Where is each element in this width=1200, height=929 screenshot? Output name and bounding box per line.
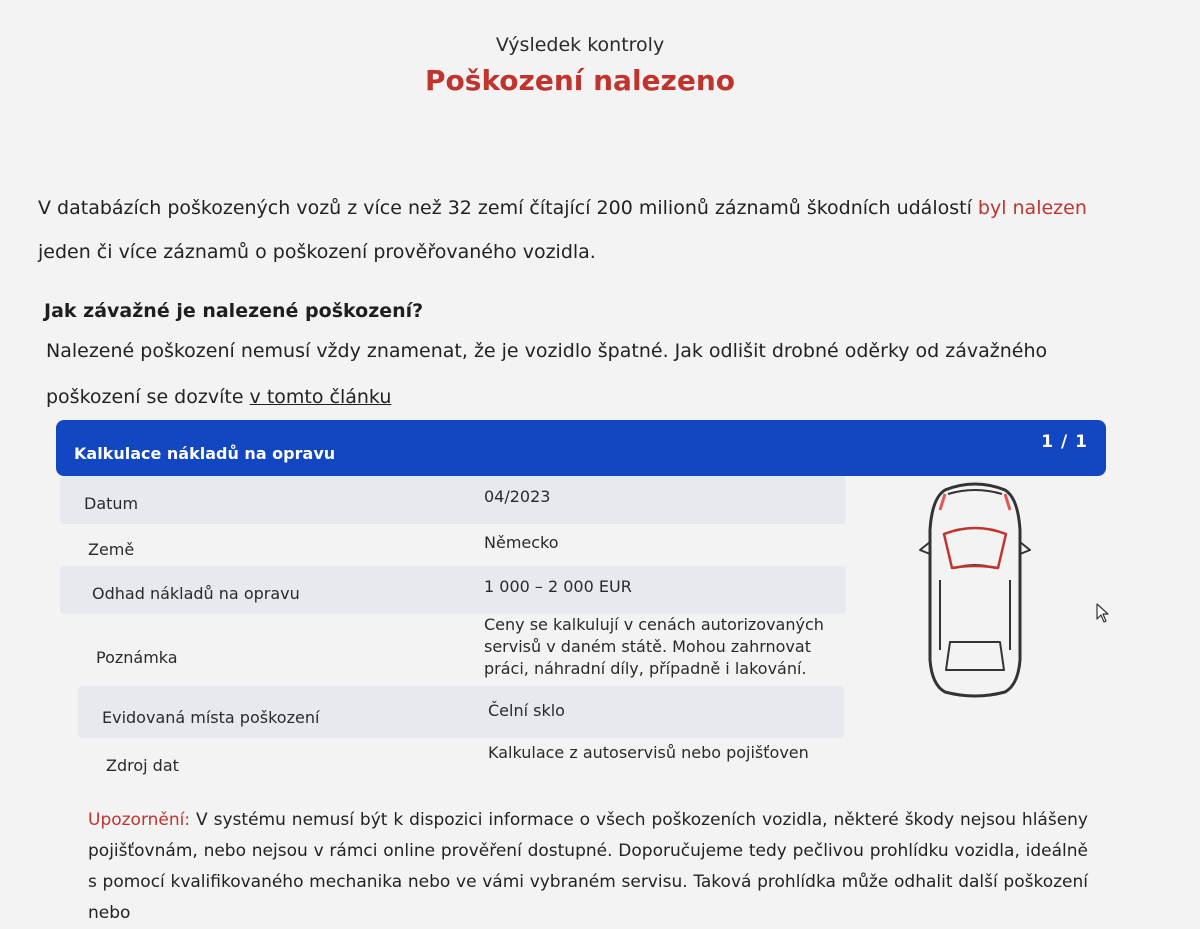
calc-row-label: Evidovaná místa poškození: [102, 708, 320, 727]
warning-paragraph: [88, 805, 1088, 929]
warning-label: Upozornění:: [88, 810, 191, 830]
calc-row-label: Země: [88, 540, 135, 559]
severity-text: Nalezené poškození nemusí vždy znamenat, že je vozidlo špatné. Jak odlišit drobné oděrky od závažného poškození se dozvíte: [46, 340, 1048, 408]
calc-row-note: [60, 614, 846, 686]
calc-row-value: Kalkulace z autoservisů nebo pojišťoven: [488, 743, 809, 762]
result-status-title: Poškození nalezeno: [425, 64, 735, 97]
calc-row-value: Německo: [484, 533, 559, 552]
car-top-view-icon: [900, 470, 1050, 710]
calc-row-label: Poznámka: [96, 648, 178, 667]
calculation-panel-header: [56, 420, 1106, 476]
article-link[interactable]: v tomto článku: [249, 386, 392, 408]
warning-text: V systému nemusí být k dispozici informace o všech poškozeních vozidla, některé škody nejsou hlášeny pojišťovnám, nebo nejsou v rámci online prověření dostupné. Doporučujeme tedy pečlivou prohlídku vozidla, ideálně s pomocí kvalifikovaného mechanika nebo ve vámi vybraném servisu. Taková prohlídka může odhalit další poškození nebo: [88, 810, 1088, 923]
calc-row-value: Čelní sklo: [488, 701, 565, 720]
intro-text-after: jeden či více záznamů o poškození prověřovaného vozidla.: [38, 241, 596, 263]
calc-row-label: Odhad nákladů na opravu: [92, 584, 300, 603]
calc-row-date: [60, 476, 846, 524]
calc-row-value: 04/2023: [484, 487, 551, 506]
severity-explanation: [46, 328, 1126, 420]
calc-row-value: Ceny se kalkulují v cenách autorizovaných servisů v daném státě. Mohou zahrnovat práci, náhradní díly, případně i lakování.: [484, 615, 824, 678]
calculation-title: Kalkulace nákladů na opravu: [74, 444, 336, 463]
calc-row-cost: [60, 566, 846, 614]
result-pretitle: Výsledek kontroly: [495, 34, 665, 56]
intro-highlight: byl nalezen: [977, 197, 1087, 219]
calc-row-value: 1 000 – 2 000 EUR: [484, 577, 632, 596]
calc-row-label: Datum: [84, 494, 139, 513]
calc-row-source: [78, 738, 844, 784]
calc-row-damage-location: [78, 686, 844, 738]
intro-text-before: V databázích poškozených vozů z více než 32 zemí čítající 200 milionů záznamů škodních událostí: [38, 197, 978, 219]
mouse-cursor-icon: [1095, 602, 1111, 624]
record-pager: 1 / 1: [1041, 432, 1088, 452]
severity-question: Jak závažné je nalezené poškození?: [44, 300, 424, 322]
calc-row-label: Zdroj dat: [106, 756, 179, 775]
intro-paragraph: [38, 186, 1138, 274]
calc-row-country: [60, 524, 846, 568]
